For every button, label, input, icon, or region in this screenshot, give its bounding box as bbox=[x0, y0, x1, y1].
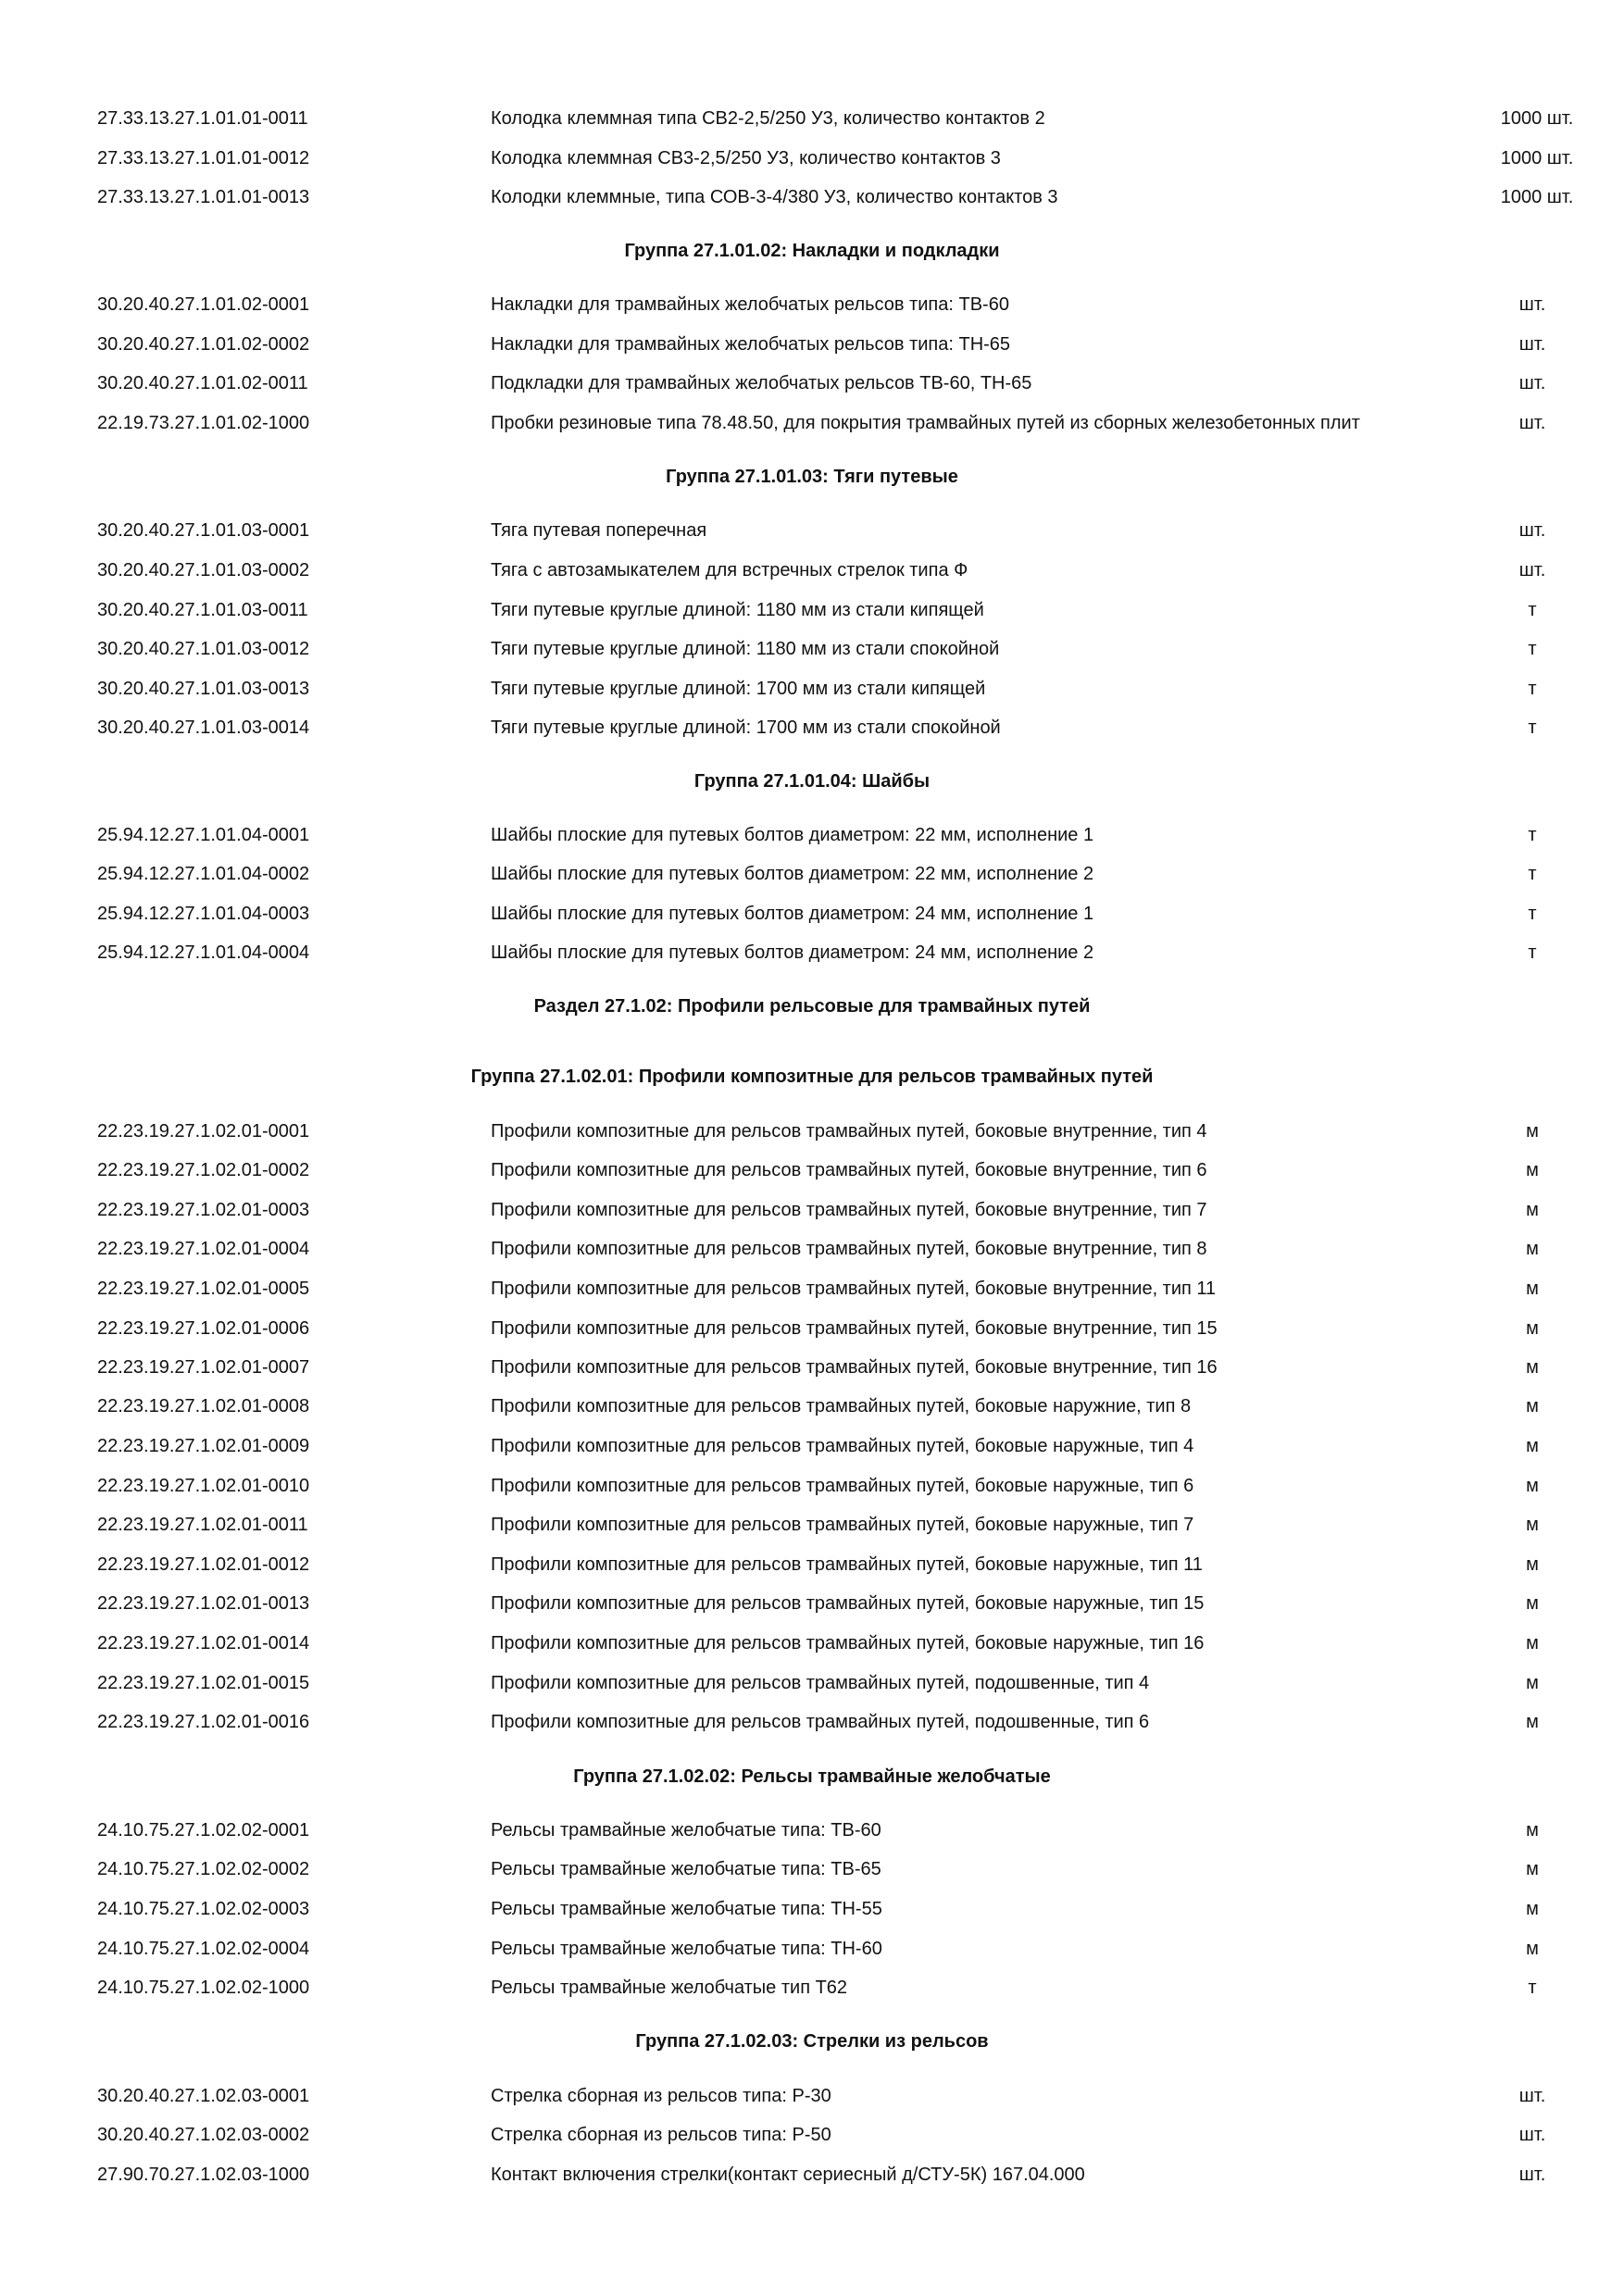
resource-code: 30.20.40.27.1.01.03-0002 bbox=[97, 560, 310, 580]
unit-of-measure: м bbox=[1526, 1859, 1539, 1879]
resource-code: 30.20.40.27.1.01.03-0011 bbox=[97, 600, 308, 620]
unit-of-measure: т bbox=[1528, 864, 1537, 884]
unit-of-measure: м bbox=[1526, 1357, 1539, 1378]
resource-name: Тяги путевые круглые длиной: 1700 мм из стали спокойной bbox=[491, 718, 1001, 738]
unit-of-measure: т bbox=[1528, 679, 1537, 699]
resource-code: 22.23.19.27.1.02.01-0011 bbox=[97, 1515, 308, 1535]
unit-of-measure: м bbox=[1526, 1899, 1539, 1919]
unit-of-measure: м bbox=[1526, 1554, 1539, 1575]
table-row bbox=[0, 1156, 1624, 1184]
resource-name: Рельсы трамвайные желобчатые типа: ТН-55 bbox=[491, 1899, 882, 1919]
resource-code: 25.94.12.27.1.01.04-0002 bbox=[97, 864, 310, 884]
table-row bbox=[0, 1432, 1624, 1460]
resource-code: 30.20.40.27.1.01.03-0014 bbox=[97, 718, 310, 738]
table-row bbox=[0, 2082, 1624, 2110]
resource-name: Профили композитные для рельсов трамвайных путей, боковые внутренние, тип 8 bbox=[491, 1239, 1207, 1259]
resource-name: Тяга путевая поперечная bbox=[491, 520, 707, 541]
resource-name: Профили композитные для рельсов трамвайных путей, боковые внутренние, тип 15 bbox=[491, 1318, 1218, 1339]
unit-of-measure: 1000 шт. bbox=[1500, 148, 1574, 168]
resource-name: Шайбы плоские для путевых болтов диаметром: 22 мм, исполнение 2 bbox=[491, 864, 1094, 884]
resource-code: 25.94.12.27.1.01.04-0004 bbox=[97, 942, 310, 963]
resource-name: Профили композитные для рельсов трамвайных путей, боковые наружные, тип 16 bbox=[491, 1633, 1205, 1653]
resource-code: 27.33.13.27.1.01.01-0012 bbox=[97, 148, 310, 168]
unit-of-measure: м bbox=[1526, 1673, 1539, 1693]
resource-name: Рельсы трамвайные желобчатые типа: ТВ-60 bbox=[491, 1820, 881, 1841]
unit-of-measure: м bbox=[1526, 1593, 1539, 1614]
unit-of-measure: м bbox=[1526, 1820, 1539, 1841]
resource-name: Накладки для трамвайных желобчатых рельсов типа: ТВ-60 bbox=[491, 294, 1009, 315]
resource-name: Стрелка сборная из рельсов типа: Р-50 bbox=[491, 2125, 831, 2145]
section-heading: Раздел 27.1.02: Профили рельсовые для трамвайных путей bbox=[533, 996, 1091, 1017]
resource-code: 22.23.19.27.1.02.01-0002 bbox=[97, 1160, 310, 1180]
resource-code: 22.23.19.27.1.02.01-0007 bbox=[97, 1357, 310, 1378]
resource-name: Накладки для трамвайных желобчатых рельсов типа: ТН-65 bbox=[491, 334, 1011, 355]
unit-of-measure: шт. bbox=[1518, 2165, 1546, 2185]
resource-code: 22.23.19.27.1.02.01-0001 bbox=[97, 1121, 310, 1142]
resource-name: Профили композитные для рельсов трамвайных путей, боковые наружние, тип 8 bbox=[491, 1396, 1192, 1416]
resource-code: 30.20.40.27.1.02.03-0001 bbox=[97, 2086, 310, 2106]
unit-of-measure: т bbox=[1528, 825, 1537, 845]
resource-code: 22.23.19.27.1.02.01-0004 bbox=[97, 1239, 310, 1259]
table-row bbox=[0, 1708, 1624, 1736]
table-row bbox=[0, 1354, 1624, 1381]
unit-of-measure: шт. bbox=[1518, 294, 1546, 315]
resource-name: Профили композитные для рельсов трамвайных путей, боковые наружные, тип 4 bbox=[491, 1436, 1194, 1456]
table-row bbox=[0, 1590, 1624, 1617]
unit-of-measure: м bbox=[1526, 1318, 1539, 1339]
unit-of-measure: м bbox=[1526, 1515, 1539, 1535]
table-row bbox=[0, 1392, 1624, 1420]
resource-code: 25.94.12.27.1.01.04-0003 bbox=[97, 904, 310, 924]
resource-code: 24.10.75.27.1.02.02-0003 bbox=[97, 1899, 310, 1919]
resource-name: Профили композитные для рельсов трамвайных путей, подошвенные, тип 4 bbox=[491, 1673, 1150, 1693]
resource-code: 30.20.40.27.1.01.03-0013 bbox=[97, 679, 310, 699]
table-row bbox=[0, 596, 1624, 624]
resource-code: 22.23.19.27.1.02.01-0009 bbox=[97, 1436, 310, 1456]
table-row bbox=[0, 1196, 1624, 1224]
unit-of-measure: м bbox=[1526, 1121, 1539, 1142]
unit-of-measure: шт. bbox=[1518, 520, 1546, 541]
resource-name: Профили композитные для рельсов трамвайных путей, подошвенные, тип 6 bbox=[491, 1712, 1150, 1732]
table-row bbox=[0, 1629, 1624, 1657]
table-row bbox=[0, 409, 1624, 437]
resource-name: Профили композитные для рельсов трамвайных путей, боковые наружные, тип 11 bbox=[491, 1554, 1203, 1575]
resource-name: Рельсы трамвайные желобчатые типа: ТН-60 bbox=[491, 1939, 882, 1959]
resource-name: Профили композитные для рельсов трамвайных путей, боковые внутренние, тип 16 bbox=[491, 1357, 1218, 1378]
table-row bbox=[0, 1117, 1624, 1145]
resource-code: 27.33.13.27.1.01.01-0011 bbox=[97, 108, 308, 129]
unit-of-measure: шт. bbox=[1518, 560, 1546, 580]
table-row bbox=[0, 517, 1624, 544]
resource-code: 22.23.19.27.1.02.01-0012 bbox=[97, 1554, 310, 1575]
unit-of-measure: т bbox=[1528, 718, 1537, 738]
resource-code: 22.23.19.27.1.02.01-0014 bbox=[97, 1633, 310, 1653]
table-row bbox=[0, 900, 1624, 928]
table-row bbox=[0, 331, 1624, 358]
unit-of-measure: т bbox=[1528, 904, 1537, 924]
resource-code: 30.20.40.27.1.02.03-0002 bbox=[97, 2125, 310, 2145]
resource-name: Рельсы трамвайные желобчатые типа: ТВ-65 bbox=[491, 1859, 881, 1879]
table-row bbox=[0, 1315, 1624, 1342]
resource-code: 30.20.40.27.1.01.03-0012 bbox=[97, 639, 310, 659]
resource-name: Тяги путевые круглые длиной: 1180 мм из стали кипящей bbox=[491, 600, 984, 620]
resource-name: Шайбы плоские для путевых болтов диаметром: 22 мм, исполнение 1 bbox=[491, 825, 1094, 845]
resource-name: Профили композитные для рельсов трамвайных путей, боковые наружные, тип 15 bbox=[491, 1593, 1205, 1614]
table-row bbox=[0, 860, 1624, 888]
table-row bbox=[0, 714, 1624, 742]
table-row bbox=[0, 635, 1624, 663]
table-row bbox=[0, 1472, 1624, 1500]
resource-code: 25.94.12.27.1.01.04-0001 bbox=[97, 825, 310, 845]
resource-name: Колодка клеммная типа СВ2-2,5/250 У3, количество контактов 2 bbox=[491, 108, 1045, 129]
unit-of-measure: шт. bbox=[1518, 2125, 1546, 2145]
unit-of-measure: 1000 шт. bbox=[1500, 187, 1574, 207]
unit-of-measure: т bbox=[1528, 600, 1537, 620]
resource-code: 22.23.19.27.1.02.01-0008 bbox=[97, 1396, 310, 1416]
table-row bbox=[0, 291, 1624, 318]
unit-of-measure: м bbox=[1526, 1279, 1539, 1299]
section-heading: Группа 27.1.01.03: Тяги путевые bbox=[666, 467, 958, 487]
resource-name: Контакт включения стрелки(контакт сериесный д/СТУ-5К) 167.04.000 bbox=[491, 2165, 1085, 2185]
resource-code: 24.10.75.27.1.02.02-0004 bbox=[97, 1939, 310, 1959]
unit-of-measure: м bbox=[1526, 1436, 1539, 1456]
resource-code: 30.20.40.27.1.01.03-0001 bbox=[97, 520, 310, 541]
unit-of-measure: шт. bbox=[1518, 413, 1546, 433]
resource-code: 24.10.75.27.1.02.02-1000 bbox=[97, 1978, 310, 1998]
unit-of-measure: м bbox=[1526, 1239, 1539, 1259]
table-row bbox=[0, 183, 1624, 211]
unit-of-measure: м bbox=[1526, 1476, 1539, 1496]
unit-of-measure: т bbox=[1528, 639, 1537, 659]
resource-name: Шайбы плоские для путевых болтов диаметром: 24 мм, исполнение 2 bbox=[491, 942, 1094, 963]
resource-code: 24.10.75.27.1.02.02-0001 bbox=[97, 1820, 310, 1841]
unit-of-measure: шт. bbox=[1518, 2086, 1546, 2106]
resource-name: Рельсы трамвайные желобчатые тип Т62 bbox=[491, 1978, 848, 1998]
table-row bbox=[0, 144, 1624, 172]
section-heading: Группа 27.1.02.02: Рельсы трамвайные желобчатые bbox=[573, 1766, 1051, 1787]
table-row bbox=[0, 1974, 1624, 2002]
table-row bbox=[0, 1935, 1624, 1963]
section-heading: Группа 27.1.02.03: Стрелки из рельсов bbox=[635, 2031, 989, 2052]
resource-code: 22.23.19.27.1.02.01-0016 bbox=[97, 1712, 310, 1732]
table-row bbox=[0, 1669, 1624, 1697]
resource-name: Профили композитные для рельсов трамвайных путей, боковые внутренние, тип 6 bbox=[491, 1160, 1207, 1180]
unit-of-measure: 1000 шт. bbox=[1500, 108, 1574, 129]
resource-code: 22.23.19.27.1.02.01-0006 bbox=[97, 1318, 310, 1339]
table-row bbox=[0, 821, 1624, 849]
resource-code: 22.23.19.27.1.02.01-0015 bbox=[97, 1673, 310, 1693]
resource-name: Профили композитные для рельсов трамвайных путей, боковые внутренние, тип 11 bbox=[491, 1279, 1217, 1299]
table-row bbox=[0, 556, 1624, 584]
table-row bbox=[0, 1551, 1624, 1578]
table-row bbox=[0, 105, 1624, 132]
table-row bbox=[0, 1235, 1624, 1263]
resource-name: Колодки клеммные, типа СОВ-3-4/380 У3, количество контактов 3 bbox=[491, 187, 1058, 207]
table-row bbox=[0, 369, 1624, 397]
unit-of-measure: м bbox=[1526, 1712, 1539, 1732]
resource-name: Профили композитные для рельсов трамвайных путей, боковые наружные, тип 6 bbox=[491, 1476, 1194, 1496]
table-row bbox=[0, 2161, 1624, 2189]
section-heading: Группа 27.1.01.02: Накладки и подкладки bbox=[624, 241, 1000, 261]
resource-name: Подкладки для трамвайных желобчатых рельсов ТВ-60, ТН-65 bbox=[491, 373, 1032, 393]
unit-of-measure: шт. bbox=[1518, 373, 1546, 393]
unit-of-measure: шт. bbox=[1518, 334, 1546, 355]
unit-of-measure: т bbox=[1528, 942, 1537, 963]
table-row bbox=[0, 675, 1624, 703]
unit-of-measure: м bbox=[1526, 1160, 1539, 1180]
resource-name: Профили композитные для рельсов трамвайных путей, боковые внутренние, тип 7 bbox=[491, 1200, 1207, 1220]
resource-name: Тяги путевые круглые длиной: 1180 мм из стали спокойной bbox=[491, 639, 1000, 659]
resource-code: 27.90.70.27.1.02.03-1000 bbox=[97, 2165, 310, 2185]
table-row bbox=[0, 1816, 1624, 1844]
section-heading: Группа 27.1.01.04: Шайбы bbox=[693, 771, 931, 792]
unit-of-measure: т bbox=[1528, 1978, 1537, 1998]
table-row bbox=[0, 1855, 1624, 1883]
resource-name: Профили композитные для рельсов трамвайных путей, боковые наружные, тип 7 bbox=[491, 1515, 1194, 1535]
resource-name: Стрелка сборная из рельсов типа: Р-30 bbox=[491, 2086, 831, 2106]
resource-name: Профили композитные для рельсов трамвайных путей, боковые внутренние, тип 4 bbox=[491, 1121, 1207, 1142]
unit-of-measure: м bbox=[1526, 1200, 1539, 1220]
resource-code: 27.33.13.27.1.01.01-0013 bbox=[97, 187, 310, 207]
resource-code: 22.19.73.27.1.01.02-1000 bbox=[97, 413, 310, 433]
table-row bbox=[0, 1511, 1624, 1539]
resource-code: 24.10.75.27.1.02.02-0002 bbox=[97, 1859, 310, 1879]
resource-code: 30.20.40.27.1.01.02-0002 bbox=[97, 334, 310, 355]
resource-code: 22.23.19.27.1.02.01-0005 bbox=[97, 1279, 310, 1299]
resource-code: 30.20.40.27.1.01.02-0001 bbox=[97, 294, 310, 315]
table-row bbox=[0, 1895, 1624, 1923]
resource-name: Тяга с автозамыкателем для встречных стрелок типа Ф bbox=[491, 560, 968, 580]
resource-name: Шайбы плоские для путевых болтов диаметром: 24 мм, исполнение 1 bbox=[491, 904, 1094, 924]
table-row bbox=[0, 939, 1624, 967]
resource-code: 22.23.19.27.1.02.01-0003 bbox=[97, 1200, 310, 1220]
resource-name: Пробки резиновые типа 78.48.50, для покрытия трамвайных путей из сборных железобетонных плит bbox=[491, 413, 1360, 433]
resource-code: 30.20.40.27.1.01.02-0011 bbox=[97, 373, 308, 393]
table-row bbox=[0, 2121, 1624, 2149]
resource-code: 22.23.19.27.1.02.01-0013 bbox=[97, 1593, 310, 1614]
resource-code: 22.23.19.27.1.02.01-0010 bbox=[97, 1476, 310, 1496]
unit-of-measure: м bbox=[1526, 1396, 1539, 1416]
resource-name: Тяги путевые круглые длиной: 1700 мм из стали кипящей bbox=[491, 679, 986, 699]
section-heading: Группа 27.1.02.01: Профили композитные для рельсов трамвайных путей bbox=[470, 1067, 1154, 1087]
unit-of-measure: м bbox=[1526, 1633, 1539, 1653]
resource-name: Колодка клеммная СВ3-2,5/250 У3, количество контактов 3 bbox=[491, 148, 1001, 168]
table-row bbox=[0, 1275, 1624, 1303]
unit-of-measure: м bbox=[1526, 1939, 1539, 1959]
